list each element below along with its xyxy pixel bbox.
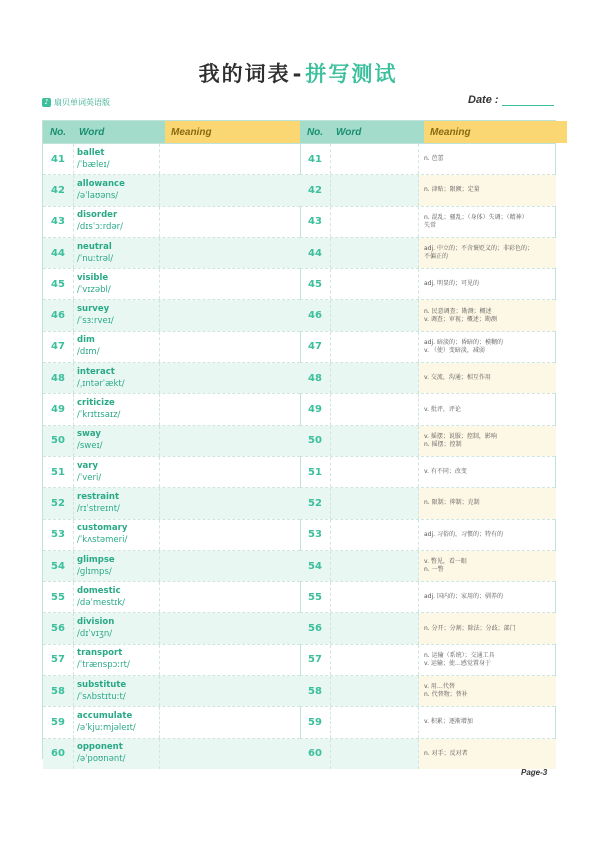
meaning-line: v. 有不同；改变: [424, 468, 467, 476]
word-blank[interactable]: [331, 238, 419, 268]
word-phonetic: /əˈpoʊnənt/: [77, 754, 126, 765]
meaning-blank[interactable]: [160, 269, 301, 299]
meaning-line: v. 积累；逐渐增加: [424, 718, 473, 726]
word-blank[interactable]: [331, 707, 419, 737]
right-header: [300, 121, 555, 144]
meaning-line: n. 对手；反对者: [424, 749, 468, 757]
word-blank[interactable]: [331, 269, 419, 299]
row-number: 42: [43, 175, 74, 205]
word-text: substitute: [77, 679, 127, 690]
word-text: domestic: [77, 585, 121, 596]
word-phonetic: /sweɪ/: [77, 441, 103, 452]
row-number: 56: [300, 613, 331, 643]
meaning-cell: [419, 582, 556, 612]
word-text: dim: [77, 335, 95, 346]
row-number: 48: [43, 363, 74, 393]
row-number: 44: [300, 238, 331, 268]
meaning-cell: [419, 676, 556, 706]
meaning-line: v. 调查；审视；概述；勘测: [424, 315, 497, 323]
meaning-line: adj. 国内的；家用的；驯养的: [424, 593, 503, 601]
header-meaning: Meaning: [165, 121, 312, 143]
word-phonetic: /dəˈmestɪk/: [77, 597, 126, 608]
word-phonetic: /ˈsʌbstɪtuːt/: [77, 691, 126, 702]
meaning-blank[interactable]: [160, 175, 301, 205]
row-number: 59: [43, 707, 74, 737]
meaning-line: n. 分开；分割；除法；分歧；部门: [424, 624, 516, 632]
meaning-blank[interactable]: [160, 300, 301, 330]
meaning-line: n. 津贴；限额；定量: [424, 186, 480, 194]
row-number: 45: [300, 269, 331, 299]
meaning-line: adj. 明显的；可见的: [424, 280, 479, 288]
left-half: [43, 121, 300, 765]
meaning-cell: [419, 613, 556, 643]
meaning-cell: [419, 457, 556, 487]
meaning-line: n. 一瞥: [424, 566, 444, 573]
table-row: [43, 457, 300, 488]
meaning-blank[interactable]: [160, 363, 301, 393]
meaning-blank[interactable]: [160, 332, 301, 362]
word-cell: [74, 551, 160, 581]
table-row: [300, 488, 555, 519]
title-highlight: 拼写测试: [305, 62, 398, 86]
word-text: interact: [77, 366, 115, 377]
meaning-line: v. 运输；使…感觉置身于: [424, 659, 491, 667]
meaning-cell: [419, 520, 556, 550]
table-row: [43, 426, 300, 457]
table-row: [300, 426, 555, 457]
row-number: 59: [300, 707, 331, 737]
row-number: 55: [300, 582, 331, 612]
word-cell: [74, 457, 160, 487]
brand-logo-icon: ♪: [42, 98, 51, 107]
meaning-line: v. 交流，沟通；相互作用: [424, 374, 491, 382]
word-blank[interactable]: [331, 175, 419, 205]
meaning-line: v. 瞥见，看一眼: [424, 558, 467, 565]
meaning-blank[interactable]: [160, 488, 301, 518]
left-rows: [43, 144, 300, 769]
meaning-cell: [419, 645, 556, 675]
table-row: [300, 582, 555, 613]
date-line: [502, 105, 554, 106]
meaning-line: n. 限制；抑制；克制: [424, 499, 480, 507]
word-text: visible: [77, 272, 109, 283]
table-row: [300, 613, 555, 644]
row-number: 49: [300, 394, 331, 424]
word-cell: [74, 238, 160, 268]
word-cell: [74, 613, 160, 643]
meaning-line: n. 民意调查；勘测；概述: [424, 307, 492, 315]
table-row: [43, 645, 300, 676]
word-text: restraint: [77, 491, 120, 502]
word-phonetic: /dɪˈvɪʒn/: [77, 629, 113, 640]
table-row: [43, 238, 300, 269]
header-no: No.: [43, 121, 73, 143]
word-text: vary: [77, 460, 99, 471]
word-phonetic: /ˈtrænspɔːrt/: [77, 660, 130, 671]
meaning-blank[interactable]: [160, 520, 301, 550]
meaning-line: adj. 暗淡的；昏暗的；模糊的: [424, 338, 503, 346]
table-row: [300, 207, 555, 238]
word-cell: [74, 676, 160, 706]
meaning-line: 不偏正的: [424, 253, 449, 261]
word-text: criticize: [77, 398, 115, 409]
meaning-cell: [419, 300, 556, 330]
word-blank[interactable]: [331, 613, 419, 643]
meaning-cell: [419, 488, 556, 518]
table-row: [43, 613, 300, 644]
word-blank[interactable]: [331, 739, 419, 769]
word-cell: [74, 175, 160, 205]
row-number: 51: [300, 457, 331, 487]
table-row: [300, 363, 555, 394]
word-text: division: [77, 617, 115, 628]
word-phonetic: /ˈkʌstəmeri/: [77, 535, 128, 546]
word-phonetic: /ˌɪntərˈækt/: [77, 378, 125, 389]
meaning-blank[interactable]: [160, 582, 301, 612]
table-row: [43, 175, 300, 206]
row-number: 52: [300, 488, 331, 518]
word-cell: [74, 269, 160, 299]
right-half: [300, 121, 555, 758]
brand-name: 扇贝单词英语版: [54, 97, 110, 107]
meaning-line: 失常: [424, 221, 437, 229]
word-blank[interactable]: [331, 457, 419, 487]
row-number: 50: [300, 426, 331, 456]
row-number: 44: [43, 238, 74, 268]
row-number: 53: [300, 520, 331, 550]
row-number: 49: [43, 394, 74, 424]
word-blank[interactable]: [331, 300, 419, 330]
table-row: [43, 739, 300, 769]
meaning-line: n. 摇摆；控制: [424, 440, 462, 448]
word-phonetic: /ˈkrɪtɪsaɪz/: [77, 410, 121, 421]
header-no: No.: [300, 121, 330, 143]
meaning-line: v. 用…代替: [424, 683, 455, 691]
word-text: opponent: [77, 742, 123, 753]
meaning-blank[interactable]: [160, 739, 301, 769]
table-row: [300, 676, 555, 707]
meaning-cell: [419, 363, 556, 393]
word-phonetic: /əˈlaʊəns/: [77, 190, 119, 201]
word-phonetic: /ˈbæleɪ/: [77, 159, 110, 170]
word-text: accumulate: [77, 710, 133, 721]
word-blank[interactable]: [331, 363, 419, 393]
header-word: Word: [330, 121, 424, 143]
word-text: disorder: [77, 210, 118, 221]
meaning-line: n. 芭蕾: [424, 155, 444, 163]
meaning-blank[interactable]: [160, 238, 301, 268]
page-number: Page-3: [521, 768, 548, 777]
row-number: 47: [300, 332, 331, 362]
row-number: 54: [300, 551, 331, 581]
word-cell: [74, 394, 160, 424]
row-number: 53: [43, 520, 74, 550]
brand: [42, 96, 110, 108]
meaning-blank[interactable]: [160, 707, 301, 737]
table-row: [300, 551, 555, 582]
word-text: ballet: [77, 147, 105, 158]
word-blank[interactable]: [331, 582, 419, 612]
meaning-cell: [419, 144, 556, 174]
table-row: [300, 394, 555, 425]
meaning-cell: [419, 238, 556, 268]
row-number: 58: [300, 676, 331, 706]
meaning-blank[interactable]: [160, 144, 301, 174]
table-row: [43, 551, 300, 582]
meaning-cell: [419, 207, 556, 237]
meaning-cell: [419, 551, 556, 581]
row-number: 46: [300, 300, 331, 330]
meaning-cell: [419, 739, 556, 769]
title-main: 我的词表: [198, 62, 291, 86]
word-cell: [74, 363, 160, 393]
row-number: 48: [300, 363, 331, 393]
table-row: [300, 520, 555, 551]
meaning-blank[interactable]: [160, 613, 301, 643]
word-blank[interactable]: [331, 645, 419, 675]
meaning-blank[interactable]: [160, 426, 301, 456]
table-row: [43, 269, 300, 300]
word-phonetic: /dɪm/: [77, 347, 100, 358]
meaning-line: v. 批评，评论: [424, 405, 461, 413]
word-blank[interactable]: [331, 520, 419, 550]
word-blank[interactable]: [331, 488, 419, 518]
row-number: 51: [43, 457, 74, 487]
word-cell: [74, 707, 160, 737]
row-number: 47: [43, 332, 74, 362]
meaning-blank[interactable]: [160, 645, 301, 675]
meaning-line: v. 摇摆；说服；控制，影响: [424, 432, 497, 440]
right-rows: [300, 144, 555, 769]
word-cell: [74, 739, 160, 769]
table-row: [43, 488, 300, 519]
meaning-cell: [419, 332, 556, 362]
meaning-blank[interactable]: [160, 394, 301, 424]
date-field: [468, 94, 554, 108]
meaning-cell: [419, 394, 556, 424]
row-number: 41: [300, 144, 331, 174]
word-table: [42, 120, 556, 765]
table-row: [300, 300, 555, 331]
word-phonetic: /ˈsɜːrveɪ/: [77, 316, 114, 327]
word-phonetic: /ˈnuːtrəl/: [77, 253, 114, 264]
word-blank[interactable]: [331, 551, 419, 581]
meaning-line: n. 混乱；骚乱；（身体）失调；（精神）: [424, 213, 528, 221]
row-number: 54: [43, 551, 74, 581]
word-cell: [74, 144, 160, 174]
word-phonetic: /ɡlɪmps/: [77, 566, 112, 577]
meaning-line: v. （使）变暗淡，减弱: [424, 346, 485, 354]
meaning-cell: [419, 269, 556, 299]
header-word: Word: [73, 121, 165, 143]
table-row: [43, 394, 300, 425]
meaning-line: adj. 中立的；不含褒贬义的；非彩色的；: [424, 245, 533, 253]
row-number: 50: [43, 426, 74, 456]
word-cell: [74, 300, 160, 330]
row-number: 57: [43, 645, 74, 675]
title-dash: -: [292, 62, 304, 86]
row-number: 55: [43, 582, 74, 612]
meaning-cell: [419, 707, 556, 737]
row-number: 56: [43, 613, 74, 643]
date-label: Date :: [468, 94, 499, 106]
word-blank[interactable]: [331, 394, 419, 424]
meaning-line: n. 代替物；替补: [424, 691, 468, 699]
word-phonetic: /əˈkjuːmjəleɪt/: [77, 722, 136, 733]
word-blank[interactable]: [331, 332, 419, 362]
word-blank[interactable]: [331, 426, 419, 456]
word-blank[interactable]: [331, 207, 419, 237]
row-number: 46: [43, 300, 74, 330]
word-cell: [74, 207, 160, 237]
table-row: [43, 144, 300, 175]
word-phonetic: /ˈveri/: [77, 472, 102, 483]
word-cell: [74, 426, 160, 456]
table-row: [43, 582, 300, 613]
table-row: [300, 457, 555, 488]
meaning-cell: [419, 175, 556, 205]
word-cell: [74, 645, 160, 675]
word-text: transport: [77, 648, 123, 659]
meaning-cell: [419, 426, 556, 456]
word-phonetic: /ˈvɪzəbl/: [77, 284, 111, 295]
table-row: [300, 238, 555, 269]
left-header: [43, 121, 300, 144]
row-number: 57: [300, 645, 331, 675]
table-row: [300, 175, 555, 206]
meaning-blank[interactable]: [160, 551, 301, 581]
word-text: customary: [77, 523, 128, 534]
row-number: 43: [43, 207, 74, 237]
row-number: 60: [43, 739, 74, 769]
row-number: 42: [300, 175, 331, 205]
table-row: [300, 707, 555, 738]
row-number: 41: [43, 144, 74, 174]
word-text: survey: [77, 304, 110, 315]
table-row: [300, 645, 555, 676]
row-number: 58: [43, 676, 74, 706]
table-row: [43, 363, 300, 394]
row-number: 60: [300, 739, 331, 769]
table-row: [300, 739, 555, 769]
word-cell: [74, 520, 160, 550]
word-text: allowance: [77, 178, 125, 189]
meaning-blank[interactable]: [160, 676, 301, 706]
table-row: [300, 269, 555, 300]
word-cell: [74, 488, 160, 518]
word-text: neutral: [77, 241, 112, 252]
table-row: [300, 332, 555, 363]
table-row: [43, 520, 300, 551]
word-blank[interactable]: [331, 676, 419, 706]
page-title: [0, 58, 596, 88]
table-row: [43, 676, 300, 707]
word-cell: [74, 332, 160, 362]
header-meaning: Meaning: [424, 121, 567, 143]
word-cell: [74, 582, 160, 612]
word-blank[interactable]: [331, 144, 419, 174]
table-row: [300, 144, 555, 175]
row-number: 43: [300, 207, 331, 237]
table-row: [43, 207, 300, 238]
table-row: [43, 332, 300, 363]
word-text: sway: [77, 429, 101, 440]
meaning-line: n. 运输（系统）；交通工具: [424, 651, 495, 659]
meaning-line: adj. 习俗的，习惯的；特有的: [424, 530, 503, 538]
meaning-blank[interactable]: [160, 207, 301, 237]
table-row: [43, 707, 300, 738]
word-phonetic: /rɪˈstreɪnt/: [77, 503, 120, 514]
row-number: 45: [43, 269, 74, 299]
word-phonetic: /dɪsˈɔːrdər/: [77, 222, 124, 233]
word-text: glimpse: [77, 554, 115, 565]
table-row: [43, 300, 300, 331]
row-number: 52: [43, 488, 74, 518]
meaning-blank[interactable]: [160, 457, 301, 487]
